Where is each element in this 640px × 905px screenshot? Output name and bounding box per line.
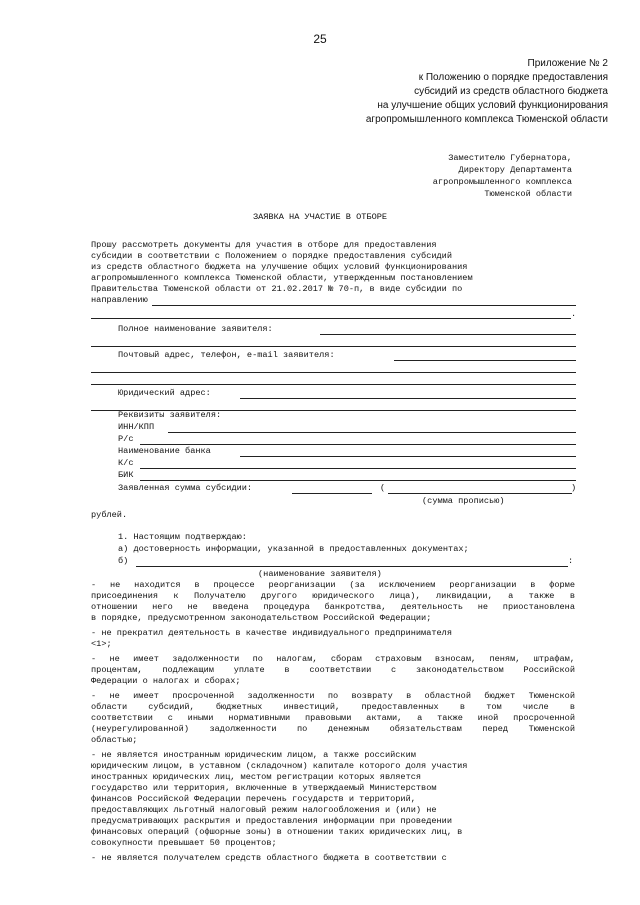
paragraph-line: областью; bbox=[91, 735, 138, 745]
paragraph-line: иностранных юридических лиц, местом регистрации которых является bbox=[91, 772, 422, 782]
paragraph-line: финансов Российской Федерации перечень государств и территорий, bbox=[91, 794, 416, 804]
attachment-line: субсидий из средств областного бюджета bbox=[414, 86, 608, 97]
paragraph-line: предусматривающих раскрытия и предоставления информации при проведении bbox=[91, 816, 452, 826]
intro-line: направлению bbox=[91, 295, 148, 305]
paragraph-line: соответствии с иными нормативными правовыми актами, а также иной просроченной bbox=[91, 713, 575, 723]
rubles-label: рублей. bbox=[91, 510, 128, 520]
postal-address-field-continued[interactable] bbox=[91, 372, 576, 373]
intro-line: Прошу рассмотреть документы для участия в отборе для предоставления bbox=[91, 240, 437, 250]
paragraph-line: государство или территория, включенные в утверждаемый Министерством bbox=[91, 783, 437, 793]
intro-line: из средств областного бюджета на улучшение общих условий функционирования bbox=[91, 262, 468, 272]
addressee-line: Тюменской области bbox=[484, 189, 572, 199]
page-number: 25 bbox=[313, 32, 327, 46]
requisites-label: Реквизиты заявителя: bbox=[118, 410, 222, 420]
paragraph-line: совокупности превышает 50 процентов; bbox=[91, 838, 277, 848]
attachment-line: на улучшение общих условий функционирования bbox=[377, 100, 608, 111]
paragraph-line: (неурегулированной) задолженности по денежным обязательствам перед Тюменской bbox=[91, 724, 575, 734]
applicant-name-field[interactable] bbox=[136, 566, 568, 567]
postal-address-field-continued[interactable] bbox=[91, 384, 576, 385]
paragraph-line: отношении него не введена процедура банкротства, деятельность не приостановлена bbox=[91, 602, 575, 612]
confirm-item-b: б) bbox=[118, 556, 129, 566]
paragraph-line: процентам, подлежащим уплате в соответствии с законодательством Российской bbox=[91, 665, 575, 675]
close-paren: ) bbox=[571, 483, 577, 493]
confirm-heading: 1. Настоящим подтверждаю: bbox=[118, 532, 247, 542]
bik-field[interactable] bbox=[140, 480, 576, 481]
paragraph-line: области субсидий, бюджетных инвестиций, предоставленных в том числе в bbox=[91, 702, 575, 712]
period-mark: . bbox=[571, 309, 577, 319]
paragraph-line: - не является получателем средств областного бюджета в соответствии с bbox=[91, 853, 447, 863]
full-name-label: Полное наименование заявителя: bbox=[118, 324, 273, 334]
confirm-item-a: а) достоверность информации, указанной в предоставленных документах; bbox=[118, 544, 469, 554]
bank-field[interactable] bbox=[240, 456, 576, 457]
intro-line: Правительства Тюменской области от 21.02.2017 № 70-п, в виде субсидии по bbox=[91, 284, 463, 294]
paragraph-line: предоставляющих льготный налоговый режим налогообложения и (или) не bbox=[91, 805, 437, 815]
amount-number-field[interactable] bbox=[292, 493, 372, 494]
paragraph-line: в порядке, предусмотренном законодательством Российской Федерации; bbox=[91, 613, 432, 623]
paragraph-line: - не является иностранным юридическим лицом, а также российским bbox=[91, 750, 416, 760]
paragraph-line: финансовых операций (офшорные зоны) в отношении таких юридических лиц, в bbox=[91, 827, 463, 837]
addressee-line: Заместителю Губернатора, bbox=[448, 153, 572, 163]
legal-address-field[interactable] bbox=[240, 398, 576, 399]
paragraph-line: - не находится в процессе реорганизации (за исключением реорганизации в форме bbox=[91, 580, 575, 590]
paragraph-line: присоединения к Получателю другого юридического лица), ликвидации, а также в bbox=[91, 591, 575, 601]
paragraph-line: - не прекратил деятельность в качестве индивидуального предпринимателя bbox=[91, 628, 452, 638]
amount-label: Заявленная сумма субсидии: bbox=[118, 483, 253, 493]
attachment-line: Приложение № 2 bbox=[527, 58, 608, 69]
ks-label: К/с bbox=[118, 458, 134, 468]
direction-field[interactable] bbox=[152, 305, 576, 306]
paragraph-line: - не имеет просроченной задолженности по возврату в областной бюджет Тюменской bbox=[91, 691, 575, 701]
amount-words-hint: (сумма прописью) bbox=[422, 496, 505, 506]
addressee-line: Директору Департамента bbox=[458, 165, 572, 175]
applicant-name-hint: (наименование заявителя) bbox=[258, 569, 382, 579]
intro-line: субсидии в соответствии с Положением о порядке предоставления субсидий bbox=[91, 251, 452, 261]
paragraph-line: Федерации о налогах и сборах; bbox=[91, 676, 241, 686]
rs-label: Р/с bbox=[118, 434, 134, 444]
legal-address-label: Юридический адрес: bbox=[118, 388, 211, 398]
document-title: ЗАЯВКА НА УЧАСТИЕ В ОТБОРЕ bbox=[252, 212, 388, 222]
ks-field[interactable] bbox=[140, 468, 576, 469]
direction-field-continued[interactable] bbox=[91, 318, 571, 319]
paragraph-line: - не имеет задолженности по налогам, сборам страховым взносам, пеням, штрафам, bbox=[91, 654, 575, 664]
open-paren: ( bbox=[380, 483, 386, 493]
postal-address-field[interactable] bbox=[394, 360, 576, 361]
attachment-line: к Положению о порядке предоставления bbox=[418, 72, 608, 83]
inn-label: ИНН/КПП bbox=[118, 422, 155, 432]
full-name-field-continued[interactable] bbox=[91, 346, 576, 347]
paragraph-line: юридическим лицом, в уставном (складочном) капитале которого доля участия bbox=[91, 761, 468, 771]
rs-field[interactable] bbox=[140, 444, 576, 445]
colon-mark: : bbox=[568, 556, 574, 566]
addressee-line: агропромышленного комплекса bbox=[432, 177, 572, 187]
intro-line: агропромышленного комплекса Тюменской области, утвержденным постановлением bbox=[91, 273, 473, 283]
bank-label: Наименование банка bbox=[118, 446, 211, 456]
bik-label: БИК bbox=[118, 470, 134, 480]
full-name-field[interactable] bbox=[320, 334, 576, 335]
paragraph-line: <1>; bbox=[91, 639, 112, 649]
amount-words-field[interactable] bbox=[388, 493, 572, 494]
postal-address-label: Почтовый адрес, телефон, e-mail заявителя: bbox=[118, 350, 335, 360]
attachment-line: агропромышленного комплекса Тюменской области bbox=[365, 114, 608, 125]
inn-field[interactable] bbox=[168, 432, 576, 433]
